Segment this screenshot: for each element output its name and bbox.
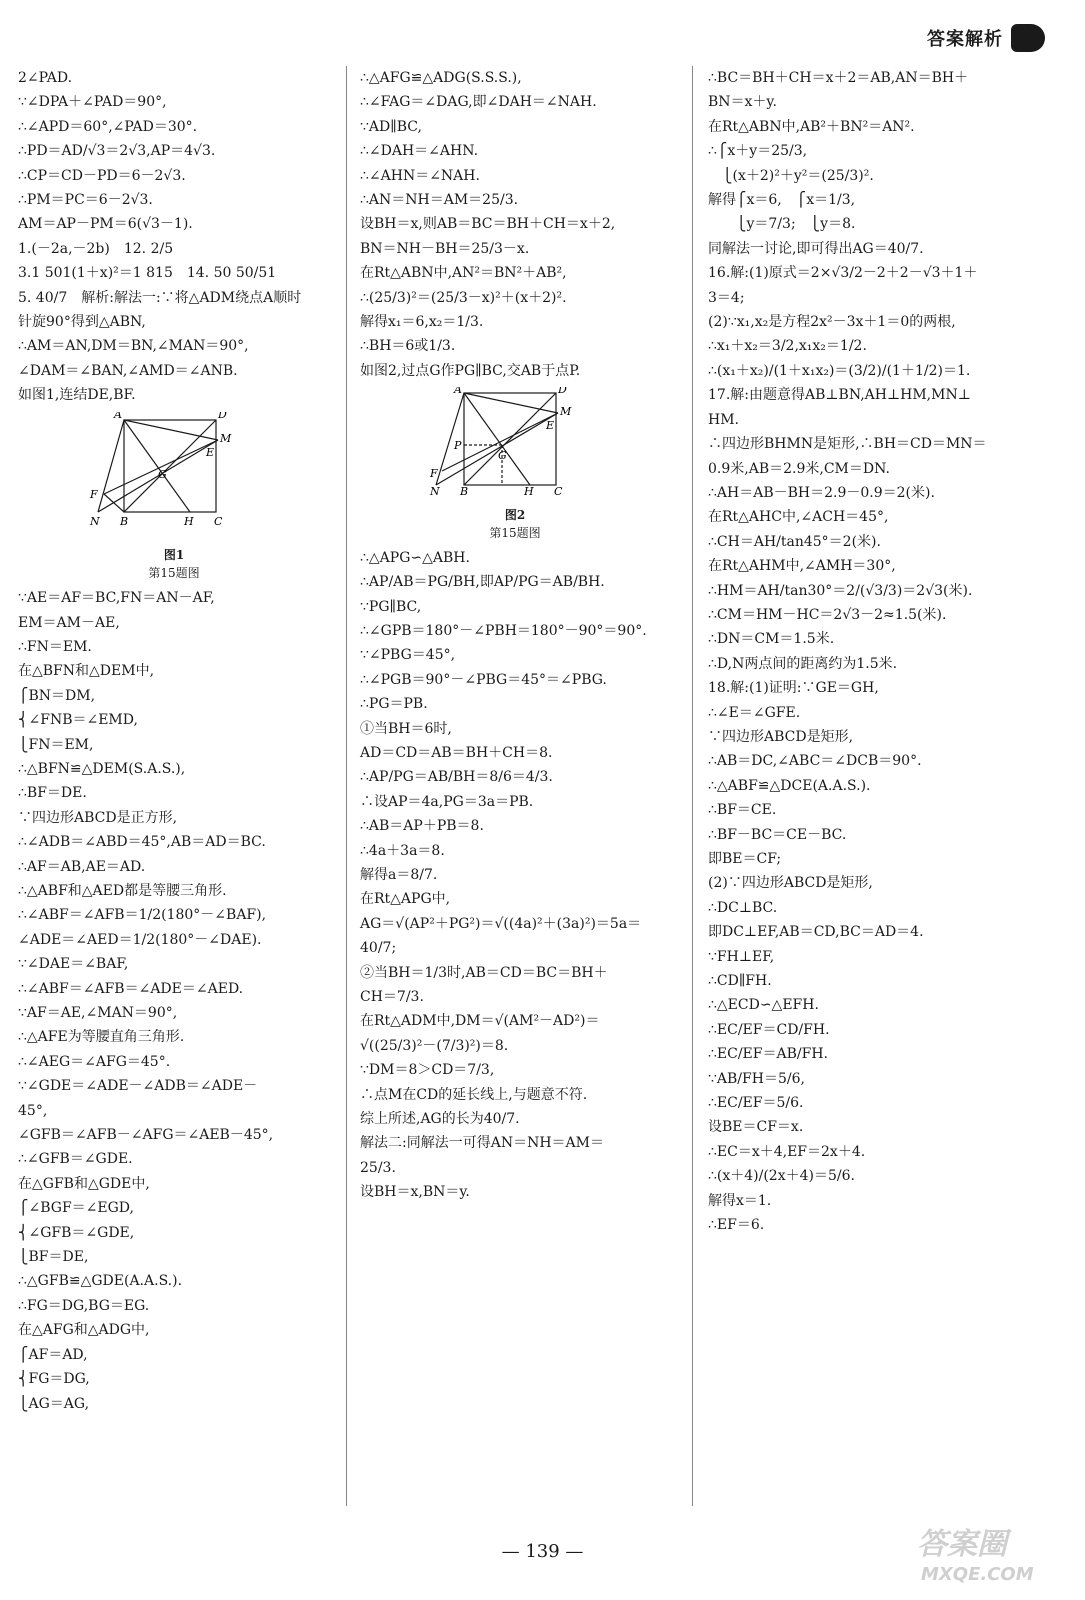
text-line: ∠DAM＝∠BAN,∠AMD＝∠ANB.	[18, 362, 238, 379]
text-line: 如图2,过点G作PG∥BC,交AB于点P.	[360, 362, 581, 379]
text-line: 同解法一讨论,即可得出AG＝40/7.	[708, 240, 924, 257]
text-line: ∴BF＝DE.	[18, 785, 87, 802]
text-line: ∴FG＝DG,BG＝EG.	[18, 1297, 150, 1314]
text-line: 解得a＝8/7.	[360, 866, 438, 883]
watermark-top: 答案圈	[917, 1527, 1007, 1562]
page-number: — 139 —	[501, 1541, 584, 1562]
header-title: 答案解析	[927, 29, 1003, 50]
text-line: ∴EC/EF＝CD/FH.	[708, 1021, 830, 1038]
text-line: ∴PG＝PB.	[360, 696, 428, 713]
text-line: (2)∵x₁,x₂是方程2x²－3x＋1＝0的两根,	[708, 314, 956, 331]
text-line: 在Rt△APG中,	[360, 891, 451, 908]
text-line: ∴∠APD＝60°,∠PAD＝30°.	[18, 118, 198, 135]
text-line: ∴∠ABF＝∠AFB＝1/2(180°－∠BAF),	[18, 907, 267, 924]
fig1-label: G	[158, 467, 167, 481]
text-line: ∵四边形ABCD是矩形,	[708, 728, 854, 745]
text-line: 在△AFG和△ADG中,	[18, 1322, 150, 1339]
text-line: ∴DN＝CM＝1.5米.	[708, 631, 835, 648]
text-line: 18.解:(1)证明:∵GE＝GH,	[708, 680, 879, 697]
text-line: ∴设AP＝4a,PG＝3a＝PB.	[360, 793, 534, 810]
text-line: ∴BC＝BH＋CH＝x＋2＝AB,AN＝BH＋	[708, 70, 969, 86]
text-line: ∴EC＝x＋4,EF＝2x＋4.	[708, 1143, 866, 1160]
fig1-label: D	[218, 411, 227, 421]
text-line: ∴AB＝DC,∠ABC＝∠DCB＝90°.	[708, 753, 922, 770]
figure-1-diagram	[18, 412, 330, 538]
text-line: ∴AB＝AP＋PB＝8.	[360, 818, 484, 835]
text-line: ∵FH⊥EF,	[708, 948, 775, 965]
fig1-label: F	[90, 487, 98, 501]
text-line: ∴∠ABF＝∠AFB＝∠ADE＝∠AED.	[18, 980, 244, 997]
text-line: ⎩FN＝EM,	[18, 736, 94, 753]
fig2-label: C	[554, 485, 563, 498]
text-line: ∴BF－BC＝CE－BC.	[708, 826, 847, 843]
text-line: ∵∠PBG＝45°,	[360, 647, 456, 664]
text-line: ⎨FG＝DG,	[18, 1371, 90, 1388]
text-line: CH＝7/3.	[360, 989, 424, 1005]
figure-1	[18, 412, 330, 582]
text-line: ∴∠DAH＝∠AHN.	[360, 143, 479, 160]
text-line: ∴∠AEG＝∠AFG＝45°.	[18, 1053, 171, 1070]
text-line: ∵∠GDE＝∠ADE－∠ADB＝∠ADE－	[18, 1078, 258, 1095]
text-line: ∴PD＝AD/√3＝2√3,AP＝4√3.	[18, 143, 216, 160]
text-line: ∴△ECD∽△EFH.	[708, 997, 819, 1014]
text-line: ∴△AFE为等腰直角三角形.	[18, 1029, 185, 1046]
text-line: ∴(x₁＋x₂)/(1＋x₁x₂)＝(3/2)/(1＋1/2)＝1.	[708, 362, 971, 379]
fig1-label: H	[184, 514, 194, 528]
col1-block-a	[18, 66, 330, 408]
text-line: AM＝AP－PM＝6(√3－1).	[18, 216, 193, 233]
fig2-label: G	[498, 449, 507, 463]
text-line: ∵DM＝8＞CD＝7/3,	[360, 1062, 495, 1079]
text-line: 综上所述,AG的长为40/7.	[360, 1111, 520, 1128]
text-line: ∴点M在CD的延长线上,与题意不符.	[360, 1086, 588, 1103]
text-line: ∴EC/EF＝5/6.	[708, 1095, 804, 1112]
text-line: ∴AM＝AN,DM＝BN,∠MAN＝90°,	[18, 338, 249, 355]
text-line: ⎨∠FNB＝∠EMD,	[18, 712, 138, 729]
text-line: HM.	[708, 411, 739, 428]
text-line: ∵∠DAE＝∠BAF,	[18, 956, 129, 973]
fig2-label: F	[430, 467, 438, 481]
text-line: ∴BH＝6或1/3.	[360, 338, 456, 355]
text-line: ∴D,N两点间的距离约为1.5米.	[708, 655, 898, 672]
text-line: ⎩BF＝DE,	[18, 1249, 89, 1266]
text-line: ⎩y＝7/3; ⎩y＝8.	[708, 216, 856, 233]
figure-2-diagram	[360, 387, 670, 497]
col2-block-a	[360, 66, 670, 383]
text-line: ②当BH＝1/3时,AB＝CD＝BC＝BH＋	[360, 964, 608, 981]
text-line: 3＝4;	[708, 289, 745, 306]
text-line: 即BE＝CF;	[708, 851, 782, 867]
text-line: 即DC⊥EF,AB＝CD,BC＝AD＝4.	[708, 924, 924, 941]
fig2-label: H	[524, 485, 534, 498]
text-line: ∴BF＝CE.	[708, 802, 777, 819]
text-line: 在△BFN和△DEM中,	[18, 663, 155, 680]
fig2-label: D	[558, 387, 567, 397]
text-line: ∴∠PGB＝90°－∠PBG＝45°＝∠PBG.	[360, 671, 607, 688]
text-line: ⎧∠BGF＝∠EGD,	[18, 1200, 134, 1217]
text-line: 45°,	[18, 1102, 48, 1119]
text-line: ∴AH＝AB－BH＝2.9－0.9＝2(米).	[708, 484, 935, 501]
text-line: 设BH＝x,BN＝y.	[360, 1184, 470, 1201]
text-line: ∴△AFG≌△ADG(S.S.S.),	[360, 70, 522, 86]
text-line: ∴∠ADB＝∠ABD＝45°,AB＝AD＝BC.	[18, 834, 266, 851]
text-line: ∵∠DPA＋∠PAD＝90°,	[18, 94, 167, 111]
text-line: ∴∠AHN＝∠NAH.	[360, 167, 480, 184]
text-line: ⎩(x＋2)²＋y²＝(25/3)².	[708, 167, 874, 184]
col1-block-b	[18, 586, 330, 1416]
fig2-label: A	[454, 387, 462, 397]
text-line: ⎩AG＝AG,	[18, 1395, 90, 1412]
text-line: ⎨∠GFB＝∠GDE,	[18, 1224, 135, 1241]
text-line: ∴EC/EF＝AB/FH.	[708, 1046, 828, 1063]
column-3	[708, 66, 1048, 1238]
text-line: 1.(－2a,－2b) 12. 2/5	[18, 240, 174, 257]
fig1-label: M	[220, 431, 232, 445]
text-line: ∴AP/PG＝AB/BH＝8/6＝4/3.	[360, 769, 553, 786]
fig1-label: C	[214, 514, 223, 528]
text-line: 在Rt△ABN中,AB²＋BN²＝AN².	[708, 118, 915, 135]
text-line: 设BE＝CF＝x.	[708, 1119, 804, 1136]
text-line: BN＝x＋y.	[708, 94, 777, 111]
text-line: AG＝√(AP²＋PG²)＝√((4a)²＋(3a)²)＝5a＝	[360, 915, 642, 932]
figure-caption-main: 第15题图	[489, 525, 541, 540]
text-line: ∴⎧x＋y＝25/3,	[708, 143, 808, 160]
text-line: 解得⎧x＝6, ⎧x＝1/3,	[708, 192, 856, 209]
text-line: 在Rt△ABN中,AN²＝BN²＋AB²,	[360, 265, 567, 282]
column-1	[18, 66, 330, 1416]
fig2-label: M	[560, 405, 572, 419]
fig1-label: B	[120, 514, 129, 528]
text-line: 在Rt△ADM中,DM＝√(AM²－AD²)＝	[360, 1013, 600, 1030]
text-line: 针旋90°得到△ABN,	[18, 314, 146, 331]
figure-caption-main: 第15题图	[148, 566, 200, 581]
text-line: ∴△ABF≌△DCE(A.A.S.).	[708, 777, 871, 794]
header-tab-marker	[1011, 24, 1045, 52]
text-line: EM＝AM－AE,	[18, 614, 120, 631]
text-line: 如图1,连结DE,BF.	[18, 387, 136, 404]
fig2-label: B	[460, 485, 469, 498]
fig1-label: N	[90, 514, 100, 528]
fig2-label: P	[454, 439, 462, 453]
text-line: 25/3.	[360, 1159, 396, 1176]
fig2-label: E	[546, 419, 555, 433]
text-line: (2)∵四边形ABCD是矩形,	[708, 875, 873, 892]
text-line: ∴AF＝AB,AE＝AD.	[18, 858, 146, 875]
text-line: ∴CH＝AH/tan45°＝2(米).	[708, 533, 881, 550]
text-line: ∴(x＋4)/(2x＋4)＝5/6.	[708, 1168, 855, 1185]
text-line: ∴△BFN≌△DEM(S.A.S.),	[18, 760, 186, 777]
text-line: ∴FN＝EM.	[18, 638, 92, 655]
text-line: ∴△APG∽△ABH.	[360, 549, 470, 566]
watermark-bottom: MXQE.COM	[921, 1564, 1034, 1585]
text-line: 40/7;	[360, 940, 397, 957]
text-line: ∴DC⊥BC.	[708, 899, 778, 916]
column-separator	[692, 66, 693, 1506]
text-line: ∠ADE＝∠AED＝1/2(180°－∠DAE).	[18, 931, 262, 948]
text-line: ∴AN＝NH＝AM＝25/3.	[360, 192, 519, 209]
text-line: ∵PG∥BC,	[360, 598, 422, 615]
text-line: ∠GFB＝∠AFB－∠AFG＝∠AEB－45°,	[18, 1127, 274, 1144]
text-line: ∵AF＝AE,∠MAN＝90°,	[18, 1005, 178, 1021]
text-line: AD＝CD＝AB＝BH＋CH＝8.	[360, 744, 553, 761]
text-line: ∵AD∥BC,	[360, 118, 422, 135]
text-line: ∴(25/3)²＝(25/3－x)²＋(x＋2)².	[360, 289, 567, 306]
text-line: ⎧BN＝DM,	[18, 687, 96, 704]
text-line: 设BH＝x,则AB＝BC＝BH＋CH＝x＋2,	[360, 216, 616, 233]
text-line: ∴∠FAG＝∠DAG,即∠DAH＝∠NAH.	[360, 94, 597, 111]
text-line: 5. 40/7 解析:解法一:∵将△ADM绕点A顺时	[18, 289, 302, 306]
column-separator	[346, 66, 347, 1506]
column-2	[360, 66, 670, 1205]
fig2-label: N	[430, 485, 440, 498]
text-line: 解得x₁＝6,x₂＝1/3.	[360, 314, 484, 331]
figure-2-caption: 图2	[504, 507, 526, 522]
text-line: 在Rt△AHM中,∠AMH＝30°,	[708, 558, 896, 575]
figure-1-caption: 图1	[163, 548, 185, 563]
col2-block-b	[360, 546, 670, 1205]
text-line: ∴PM＝PC＝6－2√3.	[18, 192, 153, 209]
text-line: 在Rt△AHC中,∠ACH＝45°,	[708, 509, 889, 526]
text-line: 在△GFB和△GDE中,	[18, 1175, 150, 1192]
text-line: ∴x₁＋x₂＝3/2,x₁x₂＝1/2.	[708, 338, 867, 355]
text-line: ⎧AF＝AD,	[18, 1346, 88, 1363]
text-line: ∴4a＋3a＝8.	[360, 842, 445, 859]
text-line: 解法二:同解法一可得AN＝NH＝AM＝	[360, 1135, 604, 1152]
text-line: ∴∠E＝∠GFE.	[708, 704, 801, 721]
page-header	[927, 24, 1045, 52]
text-line: √((25/3)²－(7/3)²)＝8.	[360, 1037, 509, 1054]
text-line: ∴∠GPB＝180°－∠PBH＝180°－90°＝90°.	[360, 622, 647, 639]
text-line: ∴△GFB≌△GDE(A.A.S.).	[18, 1273, 183, 1290]
text-line: ∵四边形ABCD是正方形,	[18, 809, 178, 826]
text-line: ∵AB/FH＝5/6,	[708, 1070, 805, 1087]
text-line: ∴HM＝AH/tan30°＝2/(√3/3)＝2√3(米).	[708, 582, 973, 599]
text-line: 3.1 501(1＋x)²＝1 815 14. 50 50/51	[18, 265, 277, 282]
text-line: 0.9米,AB＝2.9米,CM＝DN.	[708, 460, 890, 477]
text-line: ∴四边形BHMN是矩形,∴BH＝CD＝MN＝	[708, 436, 987, 453]
text-line: 16.解:(1)原式＝2×√3/2－2＋2－√3＋1＋	[708, 265, 978, 282]
text-line: ∴△ABF和△AED都是等腰三角形.	[18, 882, 227, 899]
text-line: ∴AP/AB＝PG/BH,即AP/PG＝AB/BH.	[360, 574, 605, 591]
fig1-label: A	[114, 411, 122, 421]
text-line: ∴EF＝6.	[708, 1217, 765, 1234]
fig1-label: E	[206, 445, 215, 459]
text-line: ∵AE＝AF＝BC,FN＝AN－AF,	[18, 590, 215, 607]
text-line: 17.解:由题意得AB⊥BN,AH⊥HM,MN⊥	[708, 387, 971, 404]
text-line: ∴∠GFB＝∠GDE.	[18, 1151, 133, 1168]
text-line: BN＝NH－BH＝25/3－x.	[360, 240, 530, 257]
text-line: ∴CM＝HM－HC＝2√3－2≈1.5(米).	[708, 606, 947, 623]
text-line: 解得x＝1.	[708, 1192, 772, 1209]
text-line: ①当BH＝6时,	[360, 720, 452, 737]
text-line: ∴CP＝CD－PD＝6－2√3.	[18, 167, 186, 184]
text-line: ∴CD∥FH.	[708, 973, 772, 990]
watermark-logo	[913, 1520, 1063, 1586]
text-line: 2∠PAD.	[18, 70, 73, 86]
figure-2	[360, 387, 670, 541]
